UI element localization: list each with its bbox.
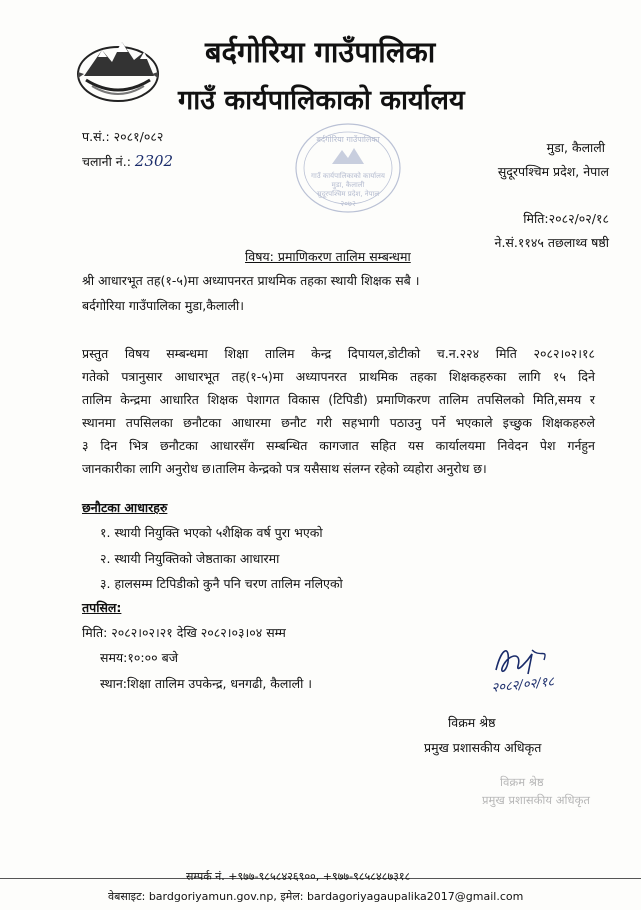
ps-number: प.सं.: २०८१/०८२ — [82, 129, 164, 144]
signatory-designation: प्रमुख प्रशासकीय अधिकृत — [424, 740, 542, 755]
seal-year: २०७२ — [340, 199, 356, 208]
seal-text-1: बर्दगोरिया गाउँपालिका — [316, 135, 380, 144]
seal-text-4: सुदूरपश्चिम प्रदेश, नेपाल — [316, 190, 380, 198]
address-line2: सुदूरपश्चिम प्रदेश, नेपाल — [497, 164, 609, 179]
body-line-4: स्थानमा तपसिलका छनौटका आधारमा छनौट गरी सहभागी पठाउनु पर्ने भएकाले इच्छुक शिक्षकहरुले — [82, 415, 595, 430]
signature-image — [488, 640, 598, 700]
office-seal-stamp — [292, 120, 404, 216]
criteria-heading: छनौटका आधारहरु — [82, 500, 168, 515]
letter-date: मिति:२०८२/०२/१८ — [523, 211, 609, 226]
seal-text-3: मुडा, कैलाली — [331, 181, 365, 189]
address-line1: मुडा, कैलाली — [546, 140, 605, 155]
chalani-number — [82, 152, 173, 170]
addressee-line1: श्री आधारभूत तह(१-५)मा अध्यापनरत प्राथमिक तहका स्थायी शिक्षक सबै । — [82, 273, 420, 288]
office-title-line2: गाउँ कार्यपालिकाको कार्यालय — [178, 85, 465, 116]
chalani-label: चलानी नं.: — [82, 154, 131, 169]
footer-contact: सम्पर्क नं. +९७७-९८५८४२६९००, +९७७-९८५८४८७३१८ — [186, 870, 411, 883]
details-place: स्थान:शिक्षा तालिम उपकेन्द्र, धनगढी, कैलाली । — [100, 676, 313, 691]
seal-text-2: गाउँ कार्यपालिकाको कार्यालय — [311, 172, 385, 180]
body-line-5: ३ दिन भित्र छनौटका आधारसँग सम्बन्धित कागजात सहित यस कार्यालयमा निवेदन पेश गर्नहुन — [82, 438, 595, 453]
criteria-item: ३. हालसम्म टिपिडीको कुनै पनि चरण तालिम नलिएको — [100, 576, 343, 591]
body-paragraph — [82, 342, 595, 480]
subject-line: विषय: प्रमाणिकरण तालिम सम्बन्धमा — [245, 249, 411, 264]
body-line-2: गतेको पत्रानुसार आधारभूत तह(१-५)मा अध्यापनरत प्राथमिक तहका शिक्षकहरुका लागि १५ दिने — [82, 369, 595, 384]
signature-date-handwritten: २०८२/०२/१८ — [490, 674, 555, 696]
body-line-6: जानकारीका लागि अनुरोध छ।तालिम केन्द्रको पत्र यसैसाथ संलग्न रहेको व्यहोरा अनुरोध छ। — [82, 461, 487, 476]
signatory-name: विक्रम श्रेष्ठ — [448, 715, 496, 730]
stamp-name: विक्रम श्रेष्ठ — [500, 775, 544, 789]
criteria-item: १. स्थायी नियुक्ति भएको ५शैक्षिक वर्ष पुरा भएको — [100, 525, 323, 540]
office-title-line1: बर्दगोरिया गाउँपालिका — [205, 35, 436, 69]
nepal-sambat-date: ने.सं.११४५ तछलाथ्व षष्ठी — [494, 235, 609, 250]
details-heading: तपसिल: — [82, 600, 122, 615]
body-line-3: तालिम केन्द्रमा आधारित शिक्षक पेशागत विकास (टिपिडी) प्रमाणिकरण तालिम तपसिलको मिति,समय र — [82, 392, 595, 407]
stamp-designation: प्रमुख प्रशासकीय अधिकृत — [482, 793, 590, 807]
chalani-handwritten: 2302 — [134, 152, 174, 170]
details-date: मिति: २०८२।०२।२१ देखि २०८२।०३।०४ सम्म — [82, 625, 286, 640]
details-time: समय:१०:०० बजे — [100, 650, 178, 665]
body-line-1: प्रस्तुत विषय सम्बन्धमा शिक्षा तालिम केन्द्र दिपायल,डोटीको च.न.२२४ मिति २०८२।०२।१८ — [82, 346, 595, 361]
footer-web-email: वेबसाइट: bardgoriyamun.gov.np, इमेल: bardagoriyagaupalika2017@gmail.com — [108, 890, 524, 903]
nepal-emblem-logo — [72, 30, 164, 104]
criteria-item: २. स्थायी नियुक्तिको जेष्ठताका आधारमा — [100, 551, 280, 566]
addressee-line2: बर्दगोरिया गाउँपालिका मुडा,कैलाली। — [82, 298, 244, 313]
